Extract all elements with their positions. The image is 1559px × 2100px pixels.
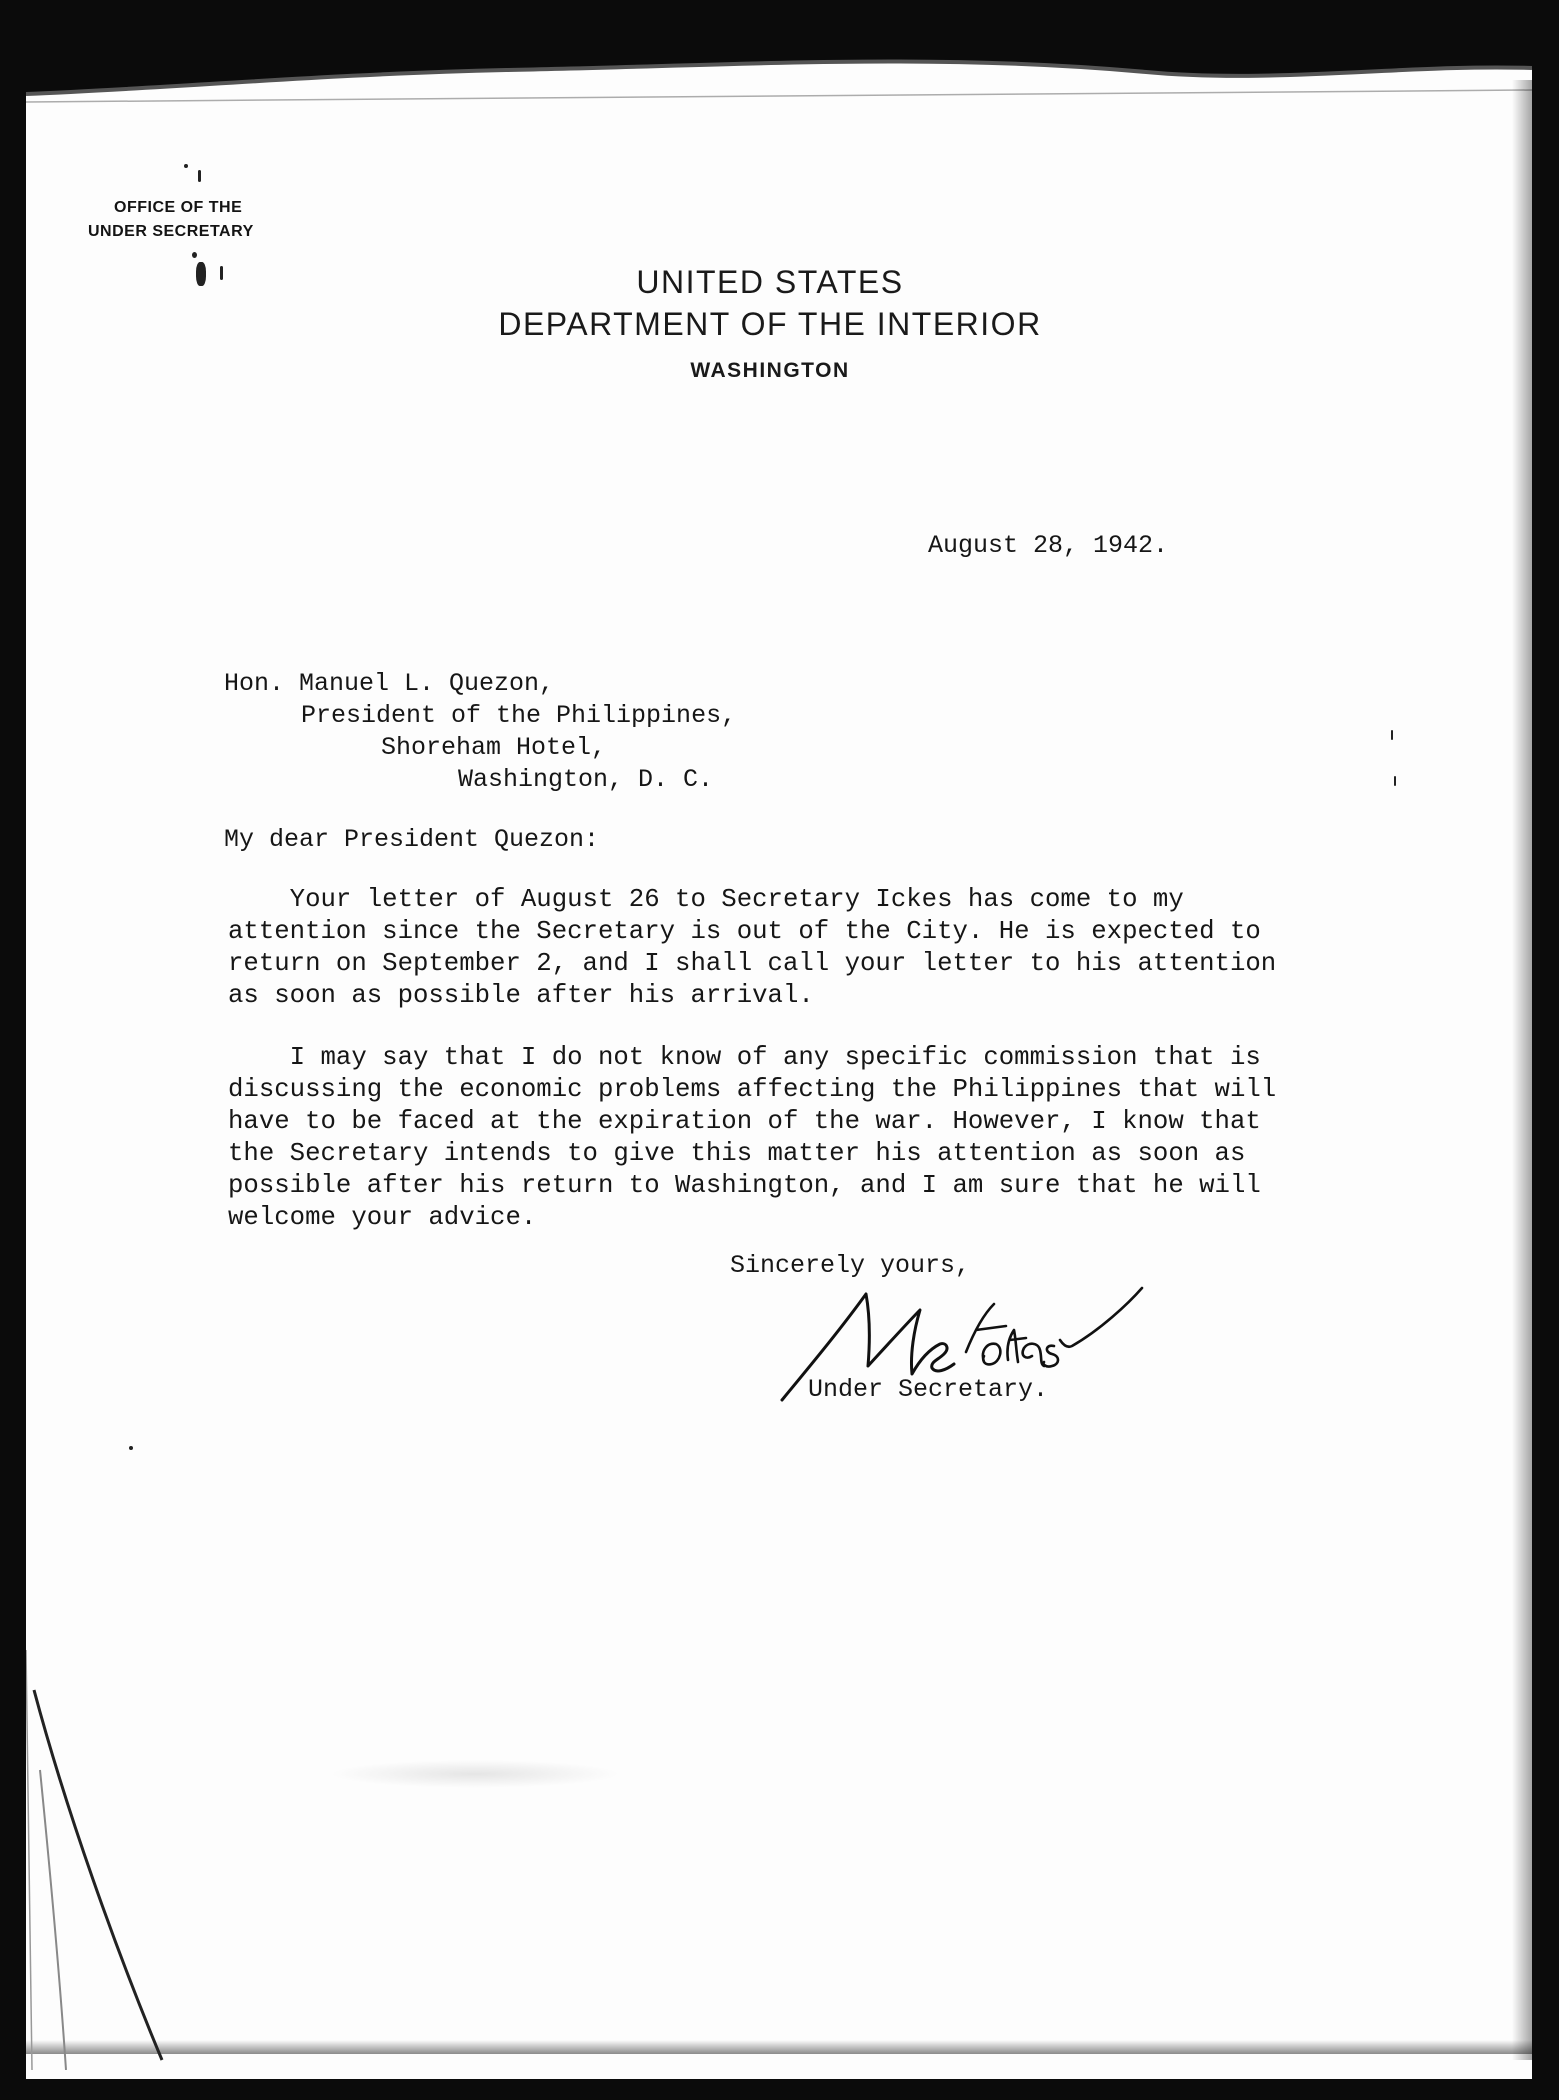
right-edge-shadow (1512, 80, 1532, 2060)
complimentary-closing: Sincerely yours, (730, 1251, 971, 1280)
body-line: have to be faced at the expiration of the war. However, I know that (228, 1107, 1261, 1136)
ink-mark (192, 252, 197, 258)
page-edge-lines (26, 1650, 186, 2070)
salutation: My dear President Quezon: (224, 825, 600, 854)
bottom-edge-shadow (26, 2040, 1532, 2054)
inside-address (224, 668, 736, 796)
ink-mark (1394, 776, 1396, 786)
body-line: discussing the economic problems affecting the Philippines that will (228, 1075, 1277, 1104)
paper-smudge (330, 1760, 620, 1788)
letter-body (228, 884, 1276, 1234)
letterhead-city: WASHINGTON (690, 359, 850, 382)
letterhead (380, 262, 1160, 384)
ink-mark (1391, 730, 1393, 740)
office-line-2: UNDER SECRETARY (88, 223, 254, 240)
body-line: as soon as possible after his arrival. (228, 981, 814, 1010)
body-line: I may say that I do not know of any specific commission that is (228, 1043, 1261, 1072)
body-line: the Secretary intends to give this matter his attention as soon as (228, 1139, 1246, 1168)
address-line: Hon. Manuel L. Quezon, (224, 669, 555, 698)
address-line: Shoreham Hotel, (381, 733, 607, 762)
address-line: President of the Philippines, (301, 701, 737, 730)
letterhead-department: DEPARTMENT OF THE INTERIOR (498, 306, 1042, 342)
letter-date: August 28, 1942. (928, 531, 1169, 560)
body-line: welcome your advice. (228, 1203, 537, 1232)
body-line: attention since the Secretary is out of the City. He is expected to (228, 917, 1261, 946)
office-line-1: OFFICE OF THE (114, 199, 243, 216)
letterhead-country: UNITED STATES (636, 264, 904, 300)
paragraph-2 (228, 1042, 1276, 1234)
ink-mark (220, 266, 223, 280)
address-line: Washington, D. C. (458, 765, 714, 794)
body-line: possible after his return to Washington, and I am sure that he will (228, 1171, 1261, 1200)
ink-mark (198, 170, 201, 182)
ink-mark (196, 262, 206, 286)
paragraph-1 (228, 884, 1276, 1012)
ink-mark (129, 1446, 133, 1450)
ink-mark (184, 164, 188, 168)
top-edge-curl (26, 24, 1532, 104)
body-line: return on September 2, and I shall call your letter to his attention (228, 949, 1277, 978)
body-line: Your letter of August 26 to Secretary Ickes has come to my (228, 885, 1184, 914)
office-of-under-secretary (88, 196, 308, 244)
signer-title: Under Secretary. (808, 1375, 1049, 1404)
